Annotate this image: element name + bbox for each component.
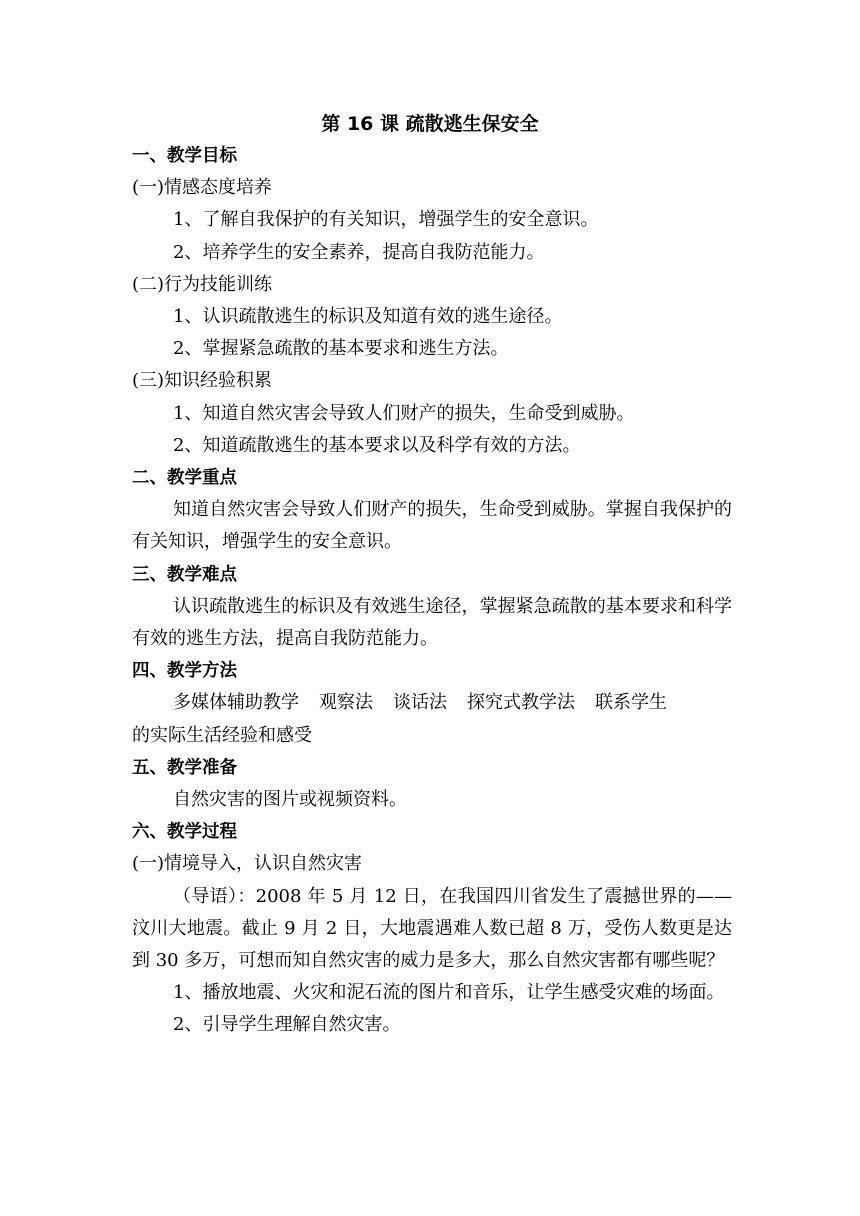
list-item: 2、知道疏散逃生的基本要求以及科学有效的方法。 [173,434,581,456]
paragraph-preparation: 自然灾害的图片或视频资料。 [173,789,407,811]
document-body [132,140,732,1042]
method-item: 探究式教学法 [467,692,575,714]
list-item: 1、播放地震、火灾和泥石流的图片和音乐，让学生感受灾难的场面。 [173,982,725,1004]
subheading-attitude: (一)情感态度培养 [132,177,273,199]
section-heading-preparation: 五、教学准备 [132,757,237,778]
section-heading-key-points: 二、教学重点 [132,468,237,489]
method-item: 多媒体辅助教学 [173,692,299,714]
section-heading-methods: 四、教学方法 [132,661,237,682]
list-item: 2、掌握紧急疏散的基本要求和逃生方法。 [173,338,509,360]
paragraph-introduction: （导语）：2008 年 5 月 12 日，在我国四川省发生了震撼世界的——汶川大地震。截止 9 月 2 日，大地震遇难人数已超 8 万，受伤人数更是达到 30 多万，可想而知自然灾害的威力是多大，那么自然灾害都有哪些呢？ [132,885,732,972]
section-heading-process: 六、教学过程 [132,822,237,843]
method-item: 观察法 [319,692,373,714]
section-heading-difficulties: 三、教学难点 [132,564,237,585]
list-item: 2、引导学生理解自然灾害。 [173,1014,401,1036]
subheading-knowledge: (三)知识经验积累 [132,370,273,392]
subheading-skills: (二)行为技能训练 [132,273,273,295]
list-item: 1、了解自我保护的有关知识，增强学生的安全意识。 [173,209,599,231]
method-item: 谈话法 [393,692,447,714]
list-item: 1、知道自然灾害会导致人们财产的损失，生命受到威胁。 [173,402,635,424]
lesson-title: 第 16 课 疏散逃生保安全 [321,113,539,135]
list-item: 1、认识疏散逃生的标识及知道有效的逃生途径。 [173,306,563,328]
methods-line [132,687,732,719]
section-heading-objectives: 一、教学目标 [132,146,237,166]
paragraph-key-points: 知道自然灾害会导致人们财产的损失，生命受到威胁。掌握自我保护的有关知识，增强学生的安全意识。 [132,499,732,553]
paragraph-difficulties: 认识疏散逃生的标识及有效逃生途径，掌握紧急疏散的基本要求和科学有效的逃生方法，提高自我防范能力。 [132,595,732,650]
list-item: 2、培养学生的安全素养，提高自我防范能力。 [173,241,545,263]
subheading-introduction: (一)情境导入，认识自然灾害 [132,853,363,875]
method-item: 联系学生 [595,692,667,714]
methods-continuation: 的实际生活经验和感受 [132,724,312,746]
